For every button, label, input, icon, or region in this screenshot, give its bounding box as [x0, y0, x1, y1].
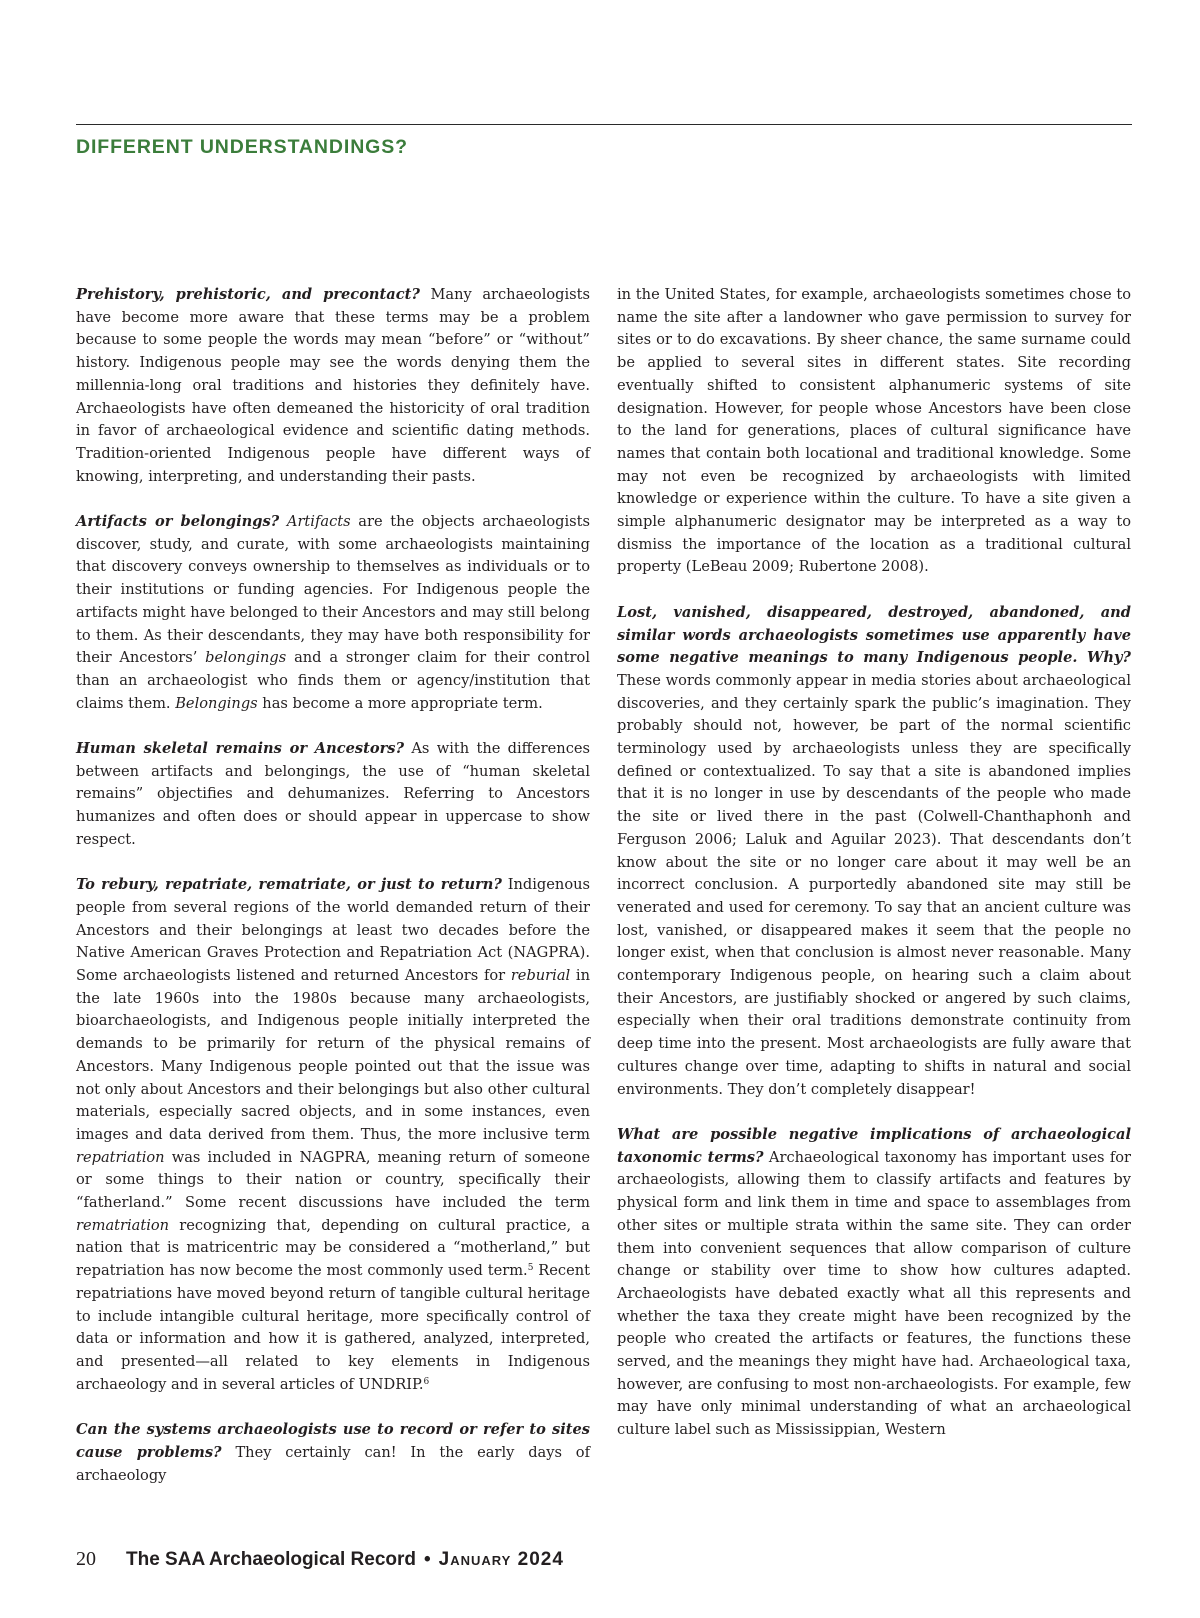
footnote-ref[interactable]: 6: [423, 1376, 430, 1387]
section-title: DIFFERENT UNDERSTANDINGS?: [76, 136, 408, 158]
paragraph-text: Many archaeologists have become more aware that these terms may be a problem because to some people the words may mean “before” or “without” history. Indigenous people may see the words denying them the millennia-long oral traditions and histories they definitely have. Archaeologists have often demeaned the historicity of oral tradition in favor of archaeological evidence and scientific dating methods. Tradition-oriented Indigenous people have different ways of knowing, interpreting, and understanding their pasts.: [76, 286, 590, 485]
paragraph-text: in the late 1960s into the 1980s because many archaeologists, bioarchaeologists, and Indigenous people initially interpreted the demands to be primarily for return of the physical remains of Ancestors. Many Indigenous people pointed out that the issue was not only about Ancestors and their belongings but also other cultural materials, especially sacred objects, and in some instances, even images and data derived from them. Thus, the more inclusive term: [76, 967, 590, 1143]
question-heading: What are possible negative implications of archaeological taxonomic terms?: [617, 1125, 1131, 1166]
paragraph-prehistory: [76, 284, 590, 488]
emphasis-term: Belongings: [175, 694, 258, 712]
paragraph-repatriation: [76, 874, 590, 1396]
footnote-ref[interactable]: 5: [527, 1263, 534, 1274]
paragraph-text: They certainly can! In the early days of archaeology: [76, 1443, 590, 1484]
question-heading: Prehistory, prehistoric, and precontact?: [76, 286, 420, 303]
paragraph-text: These words commonly appear in media stories about archaeological discoveries, and they certainly spark the public’s imagination. They probably should not, however, be part of the normal scientific terminology used by archaeologists unless they are specifically defined or contextualized. To say that a site is abandoned implies that it is no longer in use by descendants of the people who made the site or lived there in the past (Colwell-Chanthaphonh and Ferguson 2006; Laluk and Aguilar 2023). That descendants don’t know about the site or no longer care about it may well be an incorrect conclusion. A purportedly abandoned site may still be venerated and used for ceremony. To say that an ancient culture was lost, vanished, or disappeared makes it seem that the people no longer exist, when that conclusion is almost never reasonable. Many contemporary Indigenous people, on hearing such a claim about their Ancestors, are justifiably shocked or angered by such claims, especially when their oral traditions demonstrate continuity from deep time into the present. Most archaeologists are fully aware that cultures change over time, adapting to shifts in natural and social environments. They don’t completely disappear!: [617, 671, 1131, 1098]
question-heading: Artifacts or belongings?: [76, 513, 280, 531]
paragraph-text: in the United States, for example, archaeologists sometimes chose to name the site after a landowner who gave permission to survey for sites or to do excavations. By sheer chance, the same surname could be applied to several sites in different states. Site recording eventually shifted to consistent alphanumeric systems of site designation. However, for people whose Ancestors have been close to the land for generations, places of cultural significance have names that contain both locational and traditional knowledge. Some may not even be recognized by archaeologists with limited knowledge or experience within the culture. To have a site given a simple alphanumeric designator may be interpreted as a way to dismiss the importance of the location as a traditional cultural property (LeBeau 2009; Rubertone 2008).: [617, 286, 1131, 576]
emphasis-term: repatriation: [76, 1148, 165, 1166]
emphasis-term: reburial: [510, 967, 571, 985]
header-rule: [76, 124, 1132, 125]
question-heading: Can the systems archaeologists use to record or refer to sites cause problems?: [76, 1421, 590, 1461]
page-number: 20: [76, 1548, 96, 1570]
paragraph-taxonomy: [617, 1124, 1131, 1442]
paragraph-text: Archaeological taxonomy has important uses for archaeologists, allowing them to classify artifacts and features by physical form and link them in time and space to assemblages from other sites or multiple strata within the same site. They can order them into convenient sequences that allow comparison of culture change or stability over time to show how cultures adapted. Archaeologists have debated exactly what all this represents and whether the taxa they create might have been recognized by the people who created the artifacts or features, the functions these served, and the meanings they might have had. Archaeological taxa, however, are confusing to most non-archaeologists. For example, few may have only minimal understanding of what an archaeological culture label such as Mississippian, Western: [617, 1148, 1131, 1439]
paragraph-lost-vanished: [617, 602, 1131, 1101]
paragraph-belongings: [76, 511, 590, 715]
left-column: [76, 284, 590, 1487]
paragraph-text: Recent repatriations have moved beyond return of tangible cultural heritage to include intangible cultural heritage, more specifically control of data or information and how it is gathered, analyzed, interpreted, and presented—all related to key elements in Indigenous archaeology and in several articles of UNDRIP.: [76, 1262, 590, 1393]
paragraph-text: was included in NAGPRA, meaning return of someone or some things to their nation or country, specifically their “fatherland.” Some recent discussions have included the term: [76, 1148, 590, 1212]
question-heading: To rebury, repatriate, rematriate, or just to return?: [76, 876, 502, 894]
emphasis-term: Artifacts: [286, 513, 351, 531]
emphasis-term: rematriation: [76, 1216, 170, 1234]
question-heading: Lost, vanished, disappeared, destroyed, abandoned, and similar words archaeologists sometimes use apparently have some negative meanings to many Indigenous people. Why?: [617, 603, 1131, 667]
right-column: [617, 284, 1131, 1442]
paragraph-ancestors: [76, 738, 590, 852]
paragraph-text: As with the differences between artifacts and belongings, the use of “human skeletal remains” objectifies and dehumanizes. Referring to Ancestors humanizes and often does or should appear in uppercase to show respect.: [76, 740, 590, 848]
paragraph-text: Indigenous people from several regions of the world demanded return of their Ancestors and their belongings at least two decades before the Native American Graves Protection and Repatriation Act (NAGPRA). Some archaeologists listened and returned Ancestors for: [76, 876, 590, 985]
footer-bullet: •: [424, 1549, 431, 1570]
page-footer: [76, 1548, 564, 1571]
issue-date: January 2024: [438, 1549, 564, 1570]
question-heading: Human skeletal remains or Ancestors?: [76, 740, 405, 758]
paragraph-text: recognizing that, depending on cultural practice, a nation that is matricentric may be considered a “motherland,” but repatriation has now become the most commonly used term.: [76, 1216, 590, 1280]
publication-name: The SAA Archaeological Record: [126, 1549, 416, 1570]
paragraph-site-systems: [76, 1419, 590, 1487]
paragraph-text: has become a more appropriate term.: [257, 694, 543, 712]
paragraph-site-naming: [617, 284, 1131, 579]
paragraph-text: are the objects archaeologists discover, study, and curate, with some archaeologists maintaining that discovery conveys ownership to themselves as individuals or to their institutions or funding agencies. For Indigenous people the artifacts might have belonged to their Ancestors and may still belong to them. As their descendants, they may have both responsibility for their Ancestors’: [76, 513, 591, 667]
paragraph-text: and a stronger claim for their control than an archaeologist who finds them or agency/institution that claims them.: [76, 649, 590, 712]
emphasis-term: belongings: [205, 649, 287, 667]
